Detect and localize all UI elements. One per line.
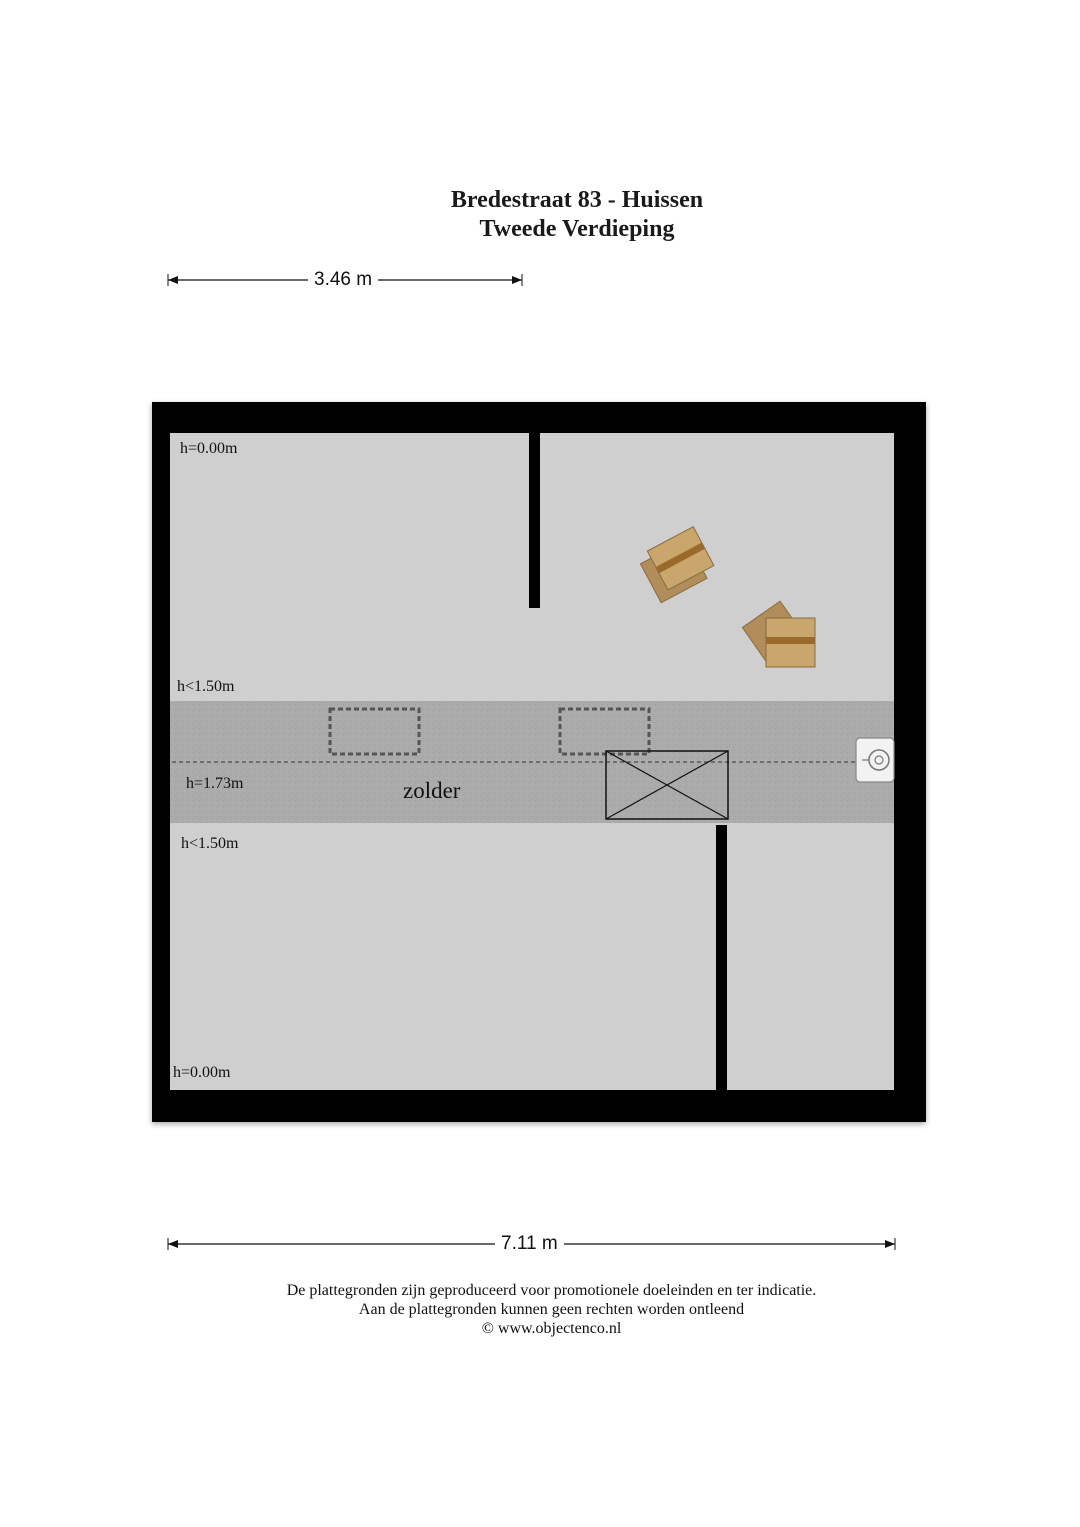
room-label-zolder: zolder: [403, 778, 461, 803]
height-label-upper-slope: h<1.50m: [177, 678, 235, 695]
plan-title: Bredestraat 83 - Huissen: [450, 187, 704, 213]
copyright-line: © www.objectenco.nl: [481, 1320, 622, 1337]
disclaimer-line-1: De plattegronden zijn geproduceerd voor promotionele doeleinden en ter indicatie.: [286, 1282, 817, 1299]
height-label-bottom: h=0.00m: [173, 1064, 231, 1081]
plan-subtitle: Tweede Verdieping: [479, 216, 675, 242]
top-dimension-label: 3.46 m: [308, 269, 378, 291]
bottom-dimension-label: 7.11 m: [495, 1233, 564, 1255]
interior-wall-lower: [716, 825, 727, 1090]
boiler-unit: [856, 738, 894, 782]
height-label-ridge: h=1.73m: [186, 775, 244, 792]
height-label-top: h=0.00m: [180, 440, 238, 457]
disclaimer-line-2: Aan de plattegronden kunnen geen rechten worden ontleend: [358, 1301, 745, 1318]
interior-wall-upper: [529, 433, 540, 608]
height-label-lower-slope: h<1.50m: [181, 835, 239, 852]
